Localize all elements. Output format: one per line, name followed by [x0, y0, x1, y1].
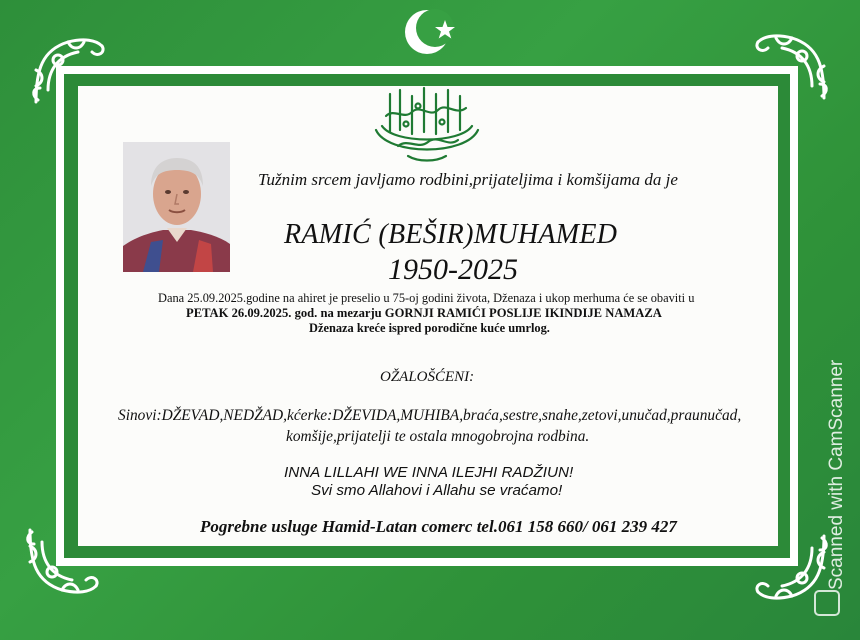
- watermark-text: Scanned with CamScanner: [826, 359, 847, 590]
- funeral-services-contact: Pogrebne usluge Hamid-Latan comerc tel.061 158 660/ 061 239 427: [200, 517, 677, 536]
- life-years: 1950-2025: [388, 253, 518, 286]
- deceased-photo: [123, 142, 230, 272]
- camscanner-logo-icon: [814, 590, 840, 616]
- calligraphy-emblem: [368, 86, 486, 164]
- crescent-star-icon: [403, 6, 459, 58]
- prayer-line-2: Svi smo Allahovi i Allahu se vraćamo!: [311, 482, 563, 499]
- deceased-name: RAMIĆ (BEŠIR)MUHAMED: [284, 219, 618, 250]
- funeral-details-line-1: Dana 25.09.2025.godine na ahiret je preselio u 75-oj godini života, Dženaza i ukop merhuma će se obaviti u: [158, 291, 695, 305]
- family-line-1: Sinovi:DŽEVAD,NEDŽAD,kćerke:DŽEVIDA,MUHIBA,braća,sestre,snahe,zetovi,unučad,praunučad,: [118, 407, 742, 424]
- mourners-heading: OŽALOŠĆENI:: [380, 369, 475, 385]
- funeral-details-line-2: PETAK 26.09.2025. god. na mezarju GORNJI RAMIĆI POSLIJE IKINDIJE NAMAZA: [186, 306, 662, 320]
- funeral-details-line-3: Dženaza kreće ispred porodične kuće umrlog.: [309, 321, 550, 335]
- prayer-line-1: INNA LILLAHI WE INNA ILEJHI RADŽIUN!: [284, 464, 574, 481]
- family-line-2: komšije,prijatelji te ostala mnogobrojna rodbina.: [286, 428, 590, 445]
- intro-text: Tužnim srcem javljamo rodbini,prijateljima i komšijama da je: [258, 170, 678, 189]
- portrait-image: [123, 142, 230, 272]
